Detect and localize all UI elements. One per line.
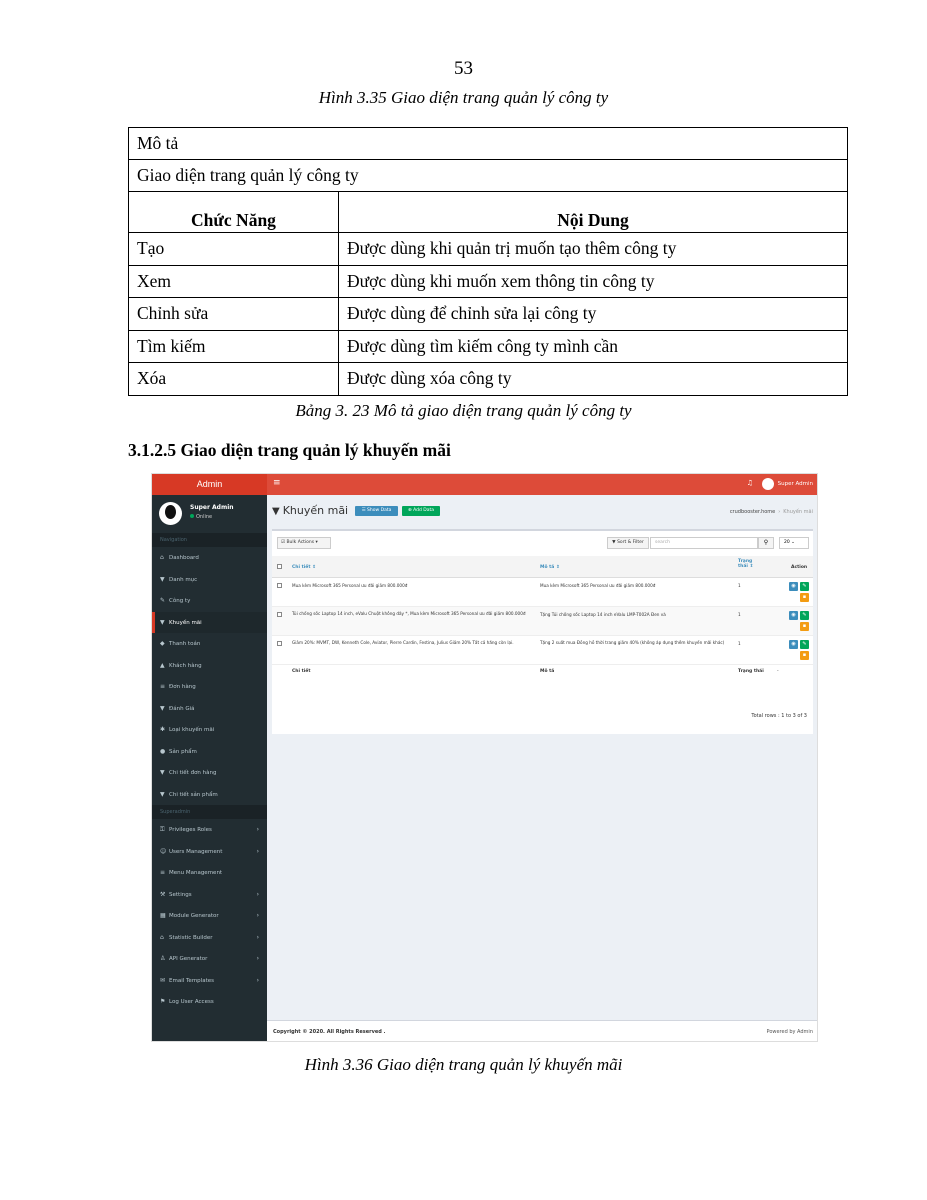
menu-toggle-icon[interactable]: ≡ (273, 478, 281, 488)
table-caption-3-23: Bảng 3. 23 Mô tả giao diện trang quản lý công ty (295, 401, 632, 420)
breadcrumb-home[interactable]: crudbooster.home (729, 509, 776, 515)
chevron-right-icon: › (256, 933, 259, 941)
description-table (128, 127, 848, 396)
menu-icon: ▼ (160, 575, 165, 583)
copyright-text: Copyright © 2020. All Rights Reserved . (273, 1029, 386, 1035)
sidebar-item-label: Danh mục (169, 576, 198, 583)
data-box (272, 529, 813, 734)
filter-icon: ▼ (272, 506, 280, 517)
cell-mo-ta: Mua kèm Microsoft 365 Personal ưu đãi giảm 800.000đ (540, 583, 656, 588)
view-eye-icon[interactable]: ◉ (789, 582, 798, 591)
sort-filter-button[interactable]: ▼ Sort & Filter (607, 537, 649, 549)
cell-chi-tiet: Giảm 20%: MVMT, DW, Kenneth Cole, Aviator, Pierre Cardin, Festina, Julius Giảm 20% Tất cả hãng còn lại. (292, 640, 514, 645)
page-title (272, 504, 348, 517)
menu-icon: ● (160, 747, 166, 755)
footer-col-dash: - (777, 669, 779, 674)
cell-chi-tiet: Mua kèm Microsoft 365 Personal ưu đãi giảm 800.000đ (292, 583, 408, 588)
menu-icon: ▲ (160, 661, 165, 669)
sidebar-item[interactable] (152, 841, 267, 863)
column-chi-tiet[interactable]: Chi tiết ⇕ (292, 565, 316, 570)
user-name: Super Admin (190, 504, 234, 511)
show-data-button[interactable]: ☰ Show Data (355, 506, 398, 516)
breadcrumb-separator: › (778, 509, 781, 515)
table-title-cell: Mô tả (129, 128, 848, 160)
user-status (190, 514, 212, 520)
cell-mo-ta: Tặng 2 suất mua Đồng hồ thời trang giảm 40% (không áp dụng thêm khuyến mãi khác) (540, 640, 725, 645)
menu-icon: ▼ (160, 769, 165, 776)
menu-icon: ⚑ (160, 998, 166, 1005)
cell-chi-tiet: Túi chống sốc Laptop 14 inch, eValu Chuột không dây *, Mua kèm Microsoft 365 Personal ưu đãi giảm 800.000đ (292, 611, 526, 616)
table-cell-content: Được dùng để chỉnh sửa lại công ty (339, 298, 848, 331)
sidebar-item[interactable] (152, 719, 267, 741)
top-navbar (267, 474, 818, 495)
nav-header: Navigation (152, 533, 267, 547)
menu-icon: ☺ (160, 847, 167, 855)
cell-trang-thai: 1 (738, 583, 741, 588)
table-footer-row (272, 666, 813, 680)
bell-icon[interactable]: ♫ (746, 479, 753, 487)
page-number: 53 (454, 58, 473, 79)
sidebar-item-label: Thanh toán (169, 641, 201, 647)
sidebar-item[interactable] (152, 784, 267, 806)
table-cell-function: Xem (129, 265, 339, 298)
view-eye-icon[interactable]: ◉ (789, 611, 798, 620)
footer-col-chi-tiet: Chi tiết (292, 669, 311, 674)
sidebar-item-label: Đánh Giá (169, 705, 195, 712)
search-input[interactable]: search (650, 537, 758, 549)
table-row (129, 298, 848, 331)
edit-pencil-icon[interactable]: ✎ (800, 640, 809, 649)
sidebar-item[interactable] (152, 741, 267, 763)
admin-screenshot (151, 473, 818, 1042)
table-header-content: Nội Dung (339, 192, 848, 233)
superadmin-header: Superadmin (152, 805, 267, 819)
sidebar-item-label: Sản phẩm (169, 748, 197, 755)
sidebar-item-label: Chi tiết đơn hàng (169, 770, 217, 776)
menu-icon: ▼ (160, 790, 165, 798)
online-dot-icon (190, 514, 194, 518)
sidebar-item[interactable] (152, 948, 267, 970)
sidebar-item[interactable] (152, 655, 267, 677)
cell-trang-thai: 1 (738, 641, 741, 646)
sidebar-item[interactable] (152, 970, 267, 992)
view-eye-icon[interactable]: ◉ (789, 640, 798, 649)
page-footer (267, 1020, 818, 1042)
row-checkbox[interactable] (277, 612, 282, 617)
table-row (129, 330, 848, 363)
menu-icon: ⌂ (160, 554, 164, 561)
edit-pencil-icon[interactable]: ✎ (800, 611, 809, 620)
delete-trash-icon[interactable]: ▪ (800, 651, 809, 660)
sidebar-item[interactable] (152, 698, 267, 720)
table-header-row (272, 556, 813, 578)
section-heading: 3.1.2.5 Giao diện trang quản lý khuyến mãi (128, 440, 451, 460)
sidebar-item-label: Users Management (169, 848, 223, 855)
search-icon[interactable]: ⚲ (758, 537, 774, 549)
chevron-right-icon: › (256, 955, 259, 962)
table-cell-content: Được dùng khi quản trị muốn tạo thêm công ty (339, 233, 848, 266)
sidebar-item-label: Module Generator (169, 913, 219, 919)
sidebar-item[interactable] (152, 905, 267, 927)
sidebar (152, 474, 267, 1042)
sidebar-item-label: Settings (169, 891, 192, 898)
sidebar-item[interactable] (152, 991, 267, 1013)
table-cell-function: Tìm kiếm (129, 330, 339, 363)
column-mo-ta[interactable]: Mô tả ⇕ (540, 565, 560, 570)
content-header (267, 495, 818, 525)
menu-icon: ✉ (160, 976, 166, 984)
user-status-label: Online (196, 514, 213, 520)
table-row (272, 607, 813, 636)
page-title-text: Khuyến mãi (282, 504, 349, 517)
menu-icon: ◆ (160, 640, 165, 647)
sidebar-item-label: Chi tiết sản phẩm (169, 791, 218, 798)
sidebar-item[interactable] (152, 633, 267, 655)
sidebar-item[interactable] (152, 676, 267, 698)
topbar-avatar[interactable] (762, 478, 774, 490)
column-trang-thai[interactable]: Trạng thái ⇕ (738, 559, 754, 569)
chevron-right-icon: › (256, 890, 259, 898)
table-row (272, 636, 813, 665)
table-cell-content: Được dùng tìm kiếm công ty mình cần (339, 330, 848, 363)
row-checkbox[interactable] (277, 583, 282, 588)
edit-pencil-icon[interactable]: ✎ (800, 582, 809, 591)
menu-icon: ⚿ (160, 826, 165, 833)
sidebar-item-label: Menu Management (169, 870, 223, 876)
table-row (129, 233, 848, 266)
figure-caption-3-36: Hình 3.36 Giao diện trang quản lý khuyến mãi (304, 1055, 623, 1074)
powered-by-text: Powered by Admin (766, 1029, 813, 1035)
footer-col-mo-ta: Mô tả (540, 669, 555, 674)
sidebar-item-label: API Generator (169, 956, 208, 962)
breadcrumb (730, 509, 813, 515)
sidebar-item[interactable] (152, 884, 267, 906)
menu-icon: ✎ (160, 597, 166, 604)
table-row (272, 578, 813, 607)
sidebar-item-label: Email Templates (169, 977, 214, 984)
sidebar-item[interactable] (152, 590, 267, 612)
table-row (129, 265, 848, 298)
sidebar-item-label: Đơn hàng (169, 684, 196, 690)
cell-mo-ta: Tặng Túi chống sốc Laptop 14 inch eValu LMP-T002A Đen và (540, 612, 666, 617)
sidebar-item-label: Loại khuyến mãi (169, 727, 215, 733)
menu-icon: ♙ (160, 955, 166, 962)
page-size-select[interactable]: 20 ⌄ (779, 537, 809, 549)
sidebar-menu (152, 547, 267, 805)
menu-icon: ▼ (160, 704, 165, 712)
chevron-right-icon: › (256, 976, 259, 984)
table-header-function: Chức Năng (129, 192, 339, 233)
sidebar-item[interactable] (152, 862, 267, 884)
add-data-button[interactable]: ⊕ Add Data (402, 506, 440, 516)
menu-icon: ▼ (160, 618, 165, 626)
user-panel (152, 495, 267, 533)
footer-col-trang-thai: Trạng thái (738, 669, 764, 674)
table-cell-content: Được dùng khi muốn xem thông tin công ty (339, 265, 848, 298)
chevron-right-icon: › (256, 826, 259, 833)
table-cell-function: Xóa (129, 363, 339, 396)
sidebar-item[interactable] (152, 547, 267, 569)
delete-trash-icon[interactable]: ▪ (800, 593, 809, 602)
total-rows: Total rows : 1 to 3 of 3 (751, 713, 807, 719)
sidebar-item[interactable] (152, 762, 267, 784)
menu-icon: ≡ (160, 683, 166, 690)
column-action: Action (791, 565, 808, 570)
chevron-right-icon: › (256, 847, 259, 855)
sidebar-item-label: Dashboard (169, 555, 199, 561)
menu-icon: ⌂ (160, 933, 164, 941)
table-cell-function: Tạo (129, 233, 339, 266)
figure-caption-3-35: Hình 3.35 Giao diện trang quản lý công ty (318, 88, 609, 107)
bulk-actions-button[interactable]: ☑ Bulk Actions ▾ (277, 537, 331, 549)
sidebar-item-label: Privileges Roles (169, 827, 212, 833)
cell-trang-thai: 1 (738, 612, 741, 617)
delete-trash-icon[interactable]: ▪ (800, 622, 809, 631)
menu-icon: ▦ (160, 912, 166, 919)
sidebar-item[interactable] (152, 927, 267, 949)
sidebar-item-label: Khuyến mãi (169, 619, 202, 626)
menu-icon: ⚒ (160, 890, 166, 898)
avatar (159, 502, 182, 525)
select-all-checkbox[interactable] (277, 564, 282, 569)
menu-icon: ≡ (160, 869, 166, 876)
sidebar-item-label: Công ty (169, 598, 191, 604)
table-subtitle-cell: Giao diện trang quản lý công ty (129, 160, 848, 192)
row-checkbox[interactable] (277, 641, 282, 646)
sidebar-item[interactable] (152, 819, 267, 841)
sidebar-item-label: Log User Access (169, 999, 214, 1005)
table-cell-content: Được dùng xóa công ty (339, 363, 848, 396)
sidebar-item-label: Khách hàng (169, 662, 202, 669)
sidebar-item[interactable] (152, 569, 267, 591)
menu-icon: ✱ (160, 726, 166, 733)
breadcrumb-current: Khuyến mãi (783, 509, 813, 515)
table-cell-function: Chỉnh sửa (129, 298, 339, 331)
table-row (129, 363, 848, 396)
brand-logo[interactable]: Admin (152, 474, 267, 495)
sidebar-item[interactable] (152, 612, 267, 634)
chevron-right-icon: › (256, 912, 259, 919)
topbar-user-name[interactable]: Super Admin (777, 481, 813, 487)
sidebar-admin-menu (152, 819, 267, 1013)
sidebar-item-label: Statistic Builder (169, 934, 213, 941)
